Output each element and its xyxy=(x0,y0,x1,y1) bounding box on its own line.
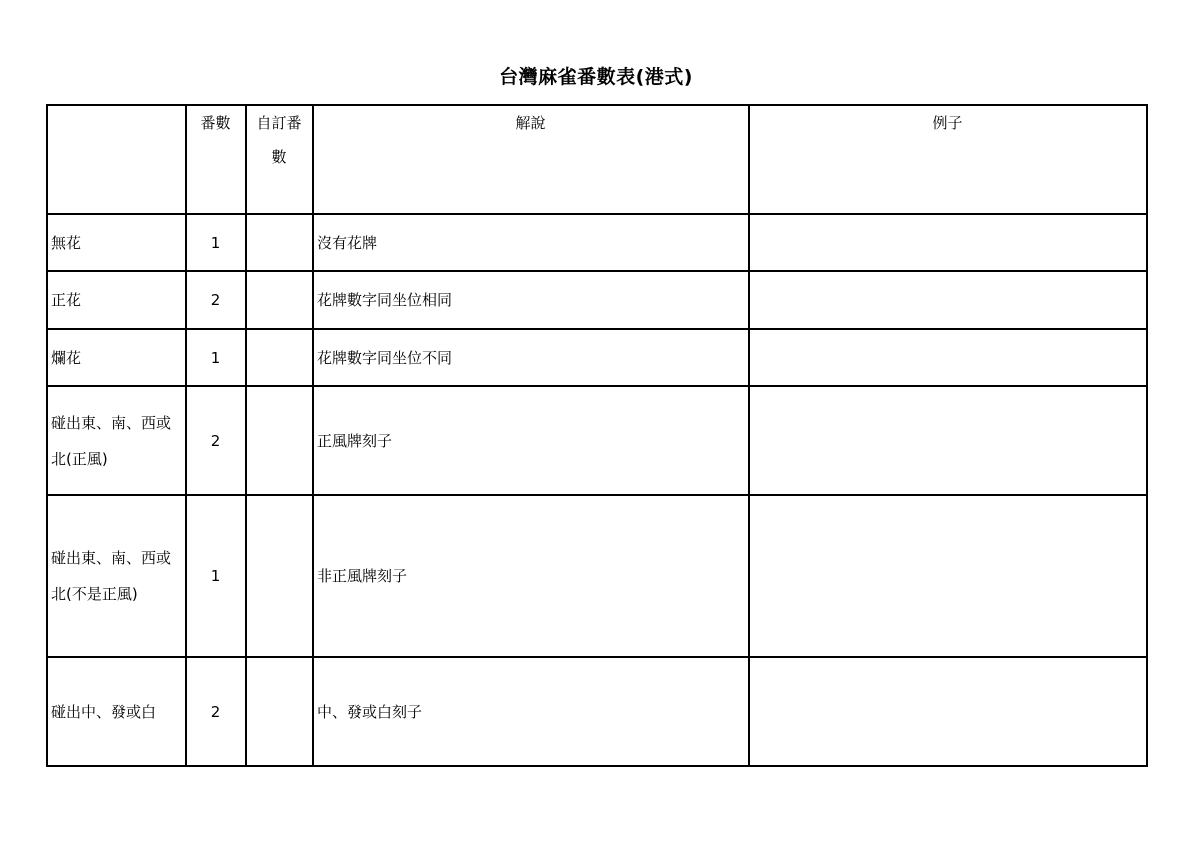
table-row xyxy=(47,329,1147,386)
table-row xyxy=(47,271,1147,329)
header-fan: 番數 xyxy=(186,105,246,214)
row-example xyxy=(749,386,1147,495)
row-custom-fan xyxy=(246,495,313,657)
header-description: 解說 xyxy=(313,105,749,214)
row-fan: 1 xyxy=(186,495,246,657)
row-name: 無花 xyxy=(47,214,186,271)
row-name: 爛花 xyxy=(47,329,186,386)
row-description: 中、發或白刻子 xyxy=(313,657,749,766)
table-row xyxy=(47,386,1147,495)
row-description: 花牌數字同坐位相同 xyxy=(313,271,749,329)
row-description: 正風牌刻子 xyxy=(313,386,749,495)
row-custom-fan xyxy=(246,271,313,329)
row-description: 非正風牌刻子 xyxy=(313,495,749,657)
row-name: 碰出中、發或白 xyxy=(47,657,186,766)
row-fan: 2 xyxy=(186,657,246,766)
row-fan: 1 xyxy=(186,329,246,386)
header-name xyxy=(47,105,186,214)
row-example xyxy=(749,657,1147,766)
row-name: 碰出東、南、西或北(不是正風) xyxy=(47,495,186,657)
row-fan: 2 xyxy=(186,271,246,329)
row-custom-fan xyxy=(246,214,313,271)
row-custom-fan xyxy=(246,329,313,386)
fan-table xyxy=(46,104,1148,767)
table-row xyxy=(47,495,1147,657)
row-name: 正花 xyxy=(47,271,186,329)
row-example xyxy=(749,214,1147,271)
row-custom-fan xyxy=(246,657,313,766)
table-row xyxy=(47,657,1147,766)
row-custom-fan xyxy=(246,386,313,495)
header-custom-fan: 自訂番數 xyxy=(246,105,313,214)
row-description: 花牌數字同坐位不同 xyxy=(313,329,749,386)
row-name: 碰出東、南、西或北(正風) xyxy=(47,386,186,495)
table-row xyxy=(47,214,1147,271)
row-description: 沒有花牌 xyxy=(313,214,749,271)
table-header-row xyxy=(47,105,1147,214)
row-fan: 2 xyxy=(186,386,246,495)
row-fan: 1 xyxy=(186,214,246,271)
row-example xyxy=(749,271,1147,329)
row-example xyxy=(749,495,1147,657)
header-example: 例子 xyxy=(749,105,1147,214)
row-example xyxy=(749,329,1147,386)
document-title: 台灣麻雀番數表(港式) xyxy=(499,66,693,88)
